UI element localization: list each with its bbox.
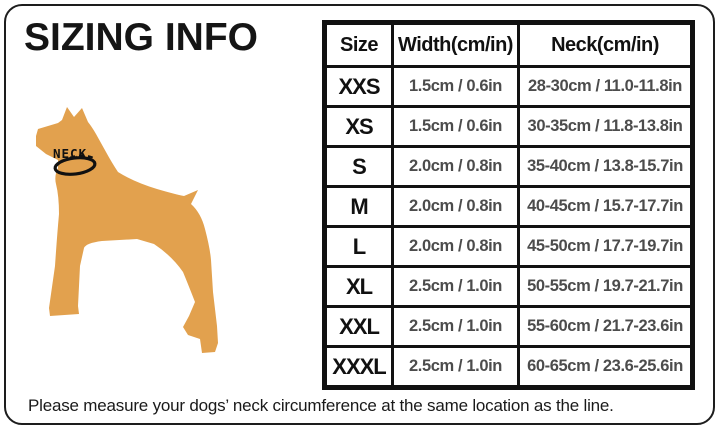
page-title: SIZING INFO	[24, 16, 258, 59]
width-cell: 1.5cm / 0.6in	[393, 67, 519, 107]
neck-cell: 60-65cm / 23.6-25.6in	[519, 347, 693, 388]
table-row-s	[325, 147, 693, 187]
dog-illustration	[22, 96, 227, 356]
neck-cell: 55-60cm / 21.7-23.6in	[519, 307, 693, 347]
table-row-m	[325, 187, 693, 227]
column-header-size: Size	[325, 23, 393, 67]
size-cell: M	[325, 187, 393, 227]
width-cell: 2.0cm / 0.8in	[393, 227, 519, 267]
size-cell: XL	[325, 267, 393, 307]
neck-cell: 30-35cm / 11.8-13.8in	[519, 107, 693, 147]
size-cell: S	[325, 147, 393, 187]
column-header-neck: Neck(cm/in)	[519, 23, 693, 67]
width-cell: 2.5cm / 1.0in	[393, 267, 519, 307]
size-cell: XS	[325, 107, 393, 147]
size-cell: XXXL	[325, 347, 393, 388]
neck-cell: 28-30cm / 11.0-11.8in	[519, 67, 693, 107]
width-cell: 2.0cm / 0.8in	[393, 147, 519, 187]
width-cell: 2.5cm / 1.0in	[393, 307, 519, 347]
table-row-xxxl	[325, 347, 693, 388]
width-cell: 2.0cm / 0.8in	[393, 187, 519, 227]
neck-cell: 45-50cm / 17.7-19.7in	[519, 227, 693, 267]
neck-label: NECK	[53, 146, 88, 161]
column-header-width: Width(cm/in)	[393, 23, 519, 67]
neck-cell: 50-55cm / 19.7-21.7in	[519, 267, 693, 307]
sizing-table	[322, 20, 695, 390]
measurement-note: Please measure your dogs’ neck circumference at the same location as the line.	[28, 396, 614, 415]
dog-silhouette	[36, 107, 218, 353]
size-cell: XXS	[325, 67, 393, 107]
table-row-xxs	[325, 67, 693, 107]
width-cell: 1.5cm / 0.6in	[393, 107, 519, 147]
size-cell: L	[325, 227, 393, 267]
neck-cell: 40-45cm / 15.7-17.7in	[519, 187, 693, 227]
table-row-xl	[325, 267, 693, 307]
header-row	[325, 23, 693, 67]
size-cell: XXL	[325, 307, 393, 347]
table-row-l	[325, 227, 693, 267]
width-cell: 2.5cm / 1.0in	[393, 347, 519, 388]
table-row-xs	[325, 107, 693, 147]
table-row-xxl	[325, 307, 693, 347]
neck-cell: 35-40cm / 13.8-15.7in	[519, 147, 693, 187]
